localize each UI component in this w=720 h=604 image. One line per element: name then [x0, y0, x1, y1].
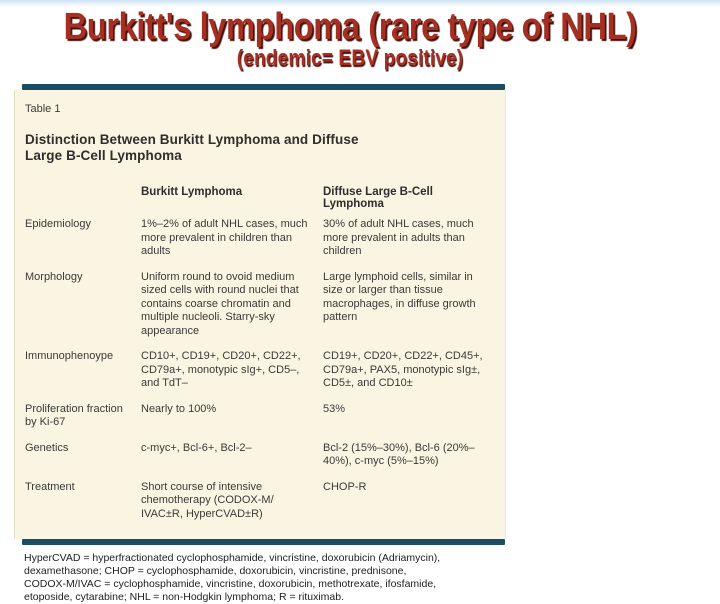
- slide-subtitle: (endemic= EBV positive): [236, 45, 464, 70]
- table-figure: [14, 84, 506, 604]
- table-row: [25, 442, 496, 469]
- row-label: Morphology: [25, 270, 83, 283]
- cell-burkitt: 1%–2% of adult NHL cases, much more prevalent in children than adults: [141, 218, 308, 257]
- slide-title: Burkitt's lymphoma (rare type of NHL): [63, 6, 637, 48]
- cell-burkitt: Uniform round to ovoid medium sized cells with round nuclei that contains coarse chromatin and multiple nucleoli. Starry-sky appearance: [141, 270, 299, 337]
- cell-dlbcl: Bcl-2 (15%–30%), Bcl-6 (20%–40%), c-myc (5%–15%): [323, 441, 475, 467]
- column-header-burkitt: Burkitt Lymphoma: [141, 186, 243, 198]
- table-number-label: Table 1: [25, 103, 61, 115]
- header-spacer: [25, 186, 141, 210]
- cell-dlbcl: CD19+, CD20+, CD22+, CD45+, CD79a+, PAX5, monotypic sIg±, CD5±, and CD10±: [323, 350, 483, 389]
- row-label: Genetics: [25, 441, 69, 454]
- table-heading: Distinction Between Burkitt Lymphoma and Diffuse Large B-Cell Lymphoma: [25, 132, 359, 163]
- slide-header: [0, 6, 700, 70]
- cell-burkitt: c-myc+, Bcl-6+, Bcl-2–: [141, 441, 252, 454]
- cell-dlbcl: CHOP-R: [323, 480, 367, 493]
- table-row: [25, 218, 496, 259]
- table-row: [25, 271, 496, 339]
- footnote-line: etoposide, cytarabine; NHL = non-Hodgkin lymphoma; R = rituximab.: [24, 591, 345, 603]
- cell-dlbcl: Large lymphoid cells, similar in size or larger than tissue macrophages, in diffuse growth pattern: [323, 270, 476, 323]
- cell-burkitt: Short course of intensive chemotherapy (CODOX-M/ IVAC±R, HyperCVAD±R): [141, 480, 274, 520]
- row-label: Proliferation fraction by Ki-67: [25, 402, 123, 428]
- table-panel: [14, 90, 506, 539]
- footnote-line: HyperCVAD = hyperfractionated cyclophosphamide, vincristine, doxorubicin (Adriamycin),: [24, 552, 441, 564]
- row-label: Immunophenoype: [25, 350, 114, 362]
- cell-dlbcl: 30% of adult NHL cases, much more prevalent in adults than children: [323, 218, 474, 257]
- cell-burkitt: Nearly to 100%: [141, 402, 217, 415]
- table-row: [25, 403, 496, 430]
- row-label: Treatment: [25, 480, 75, 493]
- row-label: Epidemiology: [25, 218, 92, 230]
- table-footnote: [14, 545, 492, 604]
- cell-dlbcl: 53%: [323, 402, 346, 415]
- table-row: [25, 350, 496, 391]
- footnote-line: CODOX-M/IVAC = cyclophosphamide, vincristine, doxorubicin, methotrexate, ifosfamide,: [24, 578, 437, 590]
- table-row: [25, 481, 496, 522]
- cell-burkitt: CD10+, CD19+, CD20+, CD22+, CD79a+, monotypic sIg+, CD5–, and TdT–: [141, 350, 301, 389]
- footnote-line: dexamethasone; CHOP = cyclophosphamide, doxorubicin, vincristine, prednisone,: [24, 565, 407, 577]
- column-header-dlbcl: Diffuse Large B-Cell Lymphoma: [323, 186, 433, 210]
- table-header-row: [25, 186, 496, 210]
